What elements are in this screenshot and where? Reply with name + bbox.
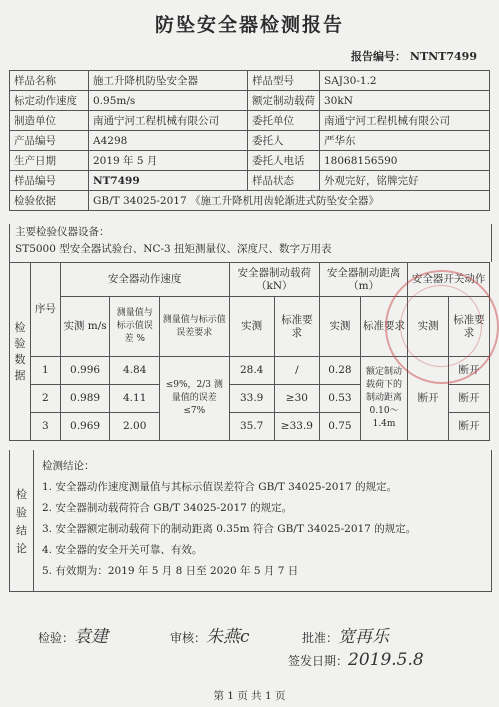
cell-load-std: / [274,357,319,385]
header-seq: 序号 [30,263,60,357]
cell-speed: 0.996 [60,357,110,385]
reviewer-signature [170,622,250,647]
info-label: 样品名称 [10,71,89,91]
info-row [10,131,490,151]
cell-load-std: ≥33.9 [274,413,319,441]
info-label: 制造单位 [10,111,89,131]
header-measured-dist: 实测 [320,297,361,357]
cell-switch: 断开 [449,413,490,441]
cell-distance: 0.53 [320,385,361,413]
info-value: NT7499 [89,171,248,191]
info-value: 施工升降机防坠安全器 [89,71,248,91]
conclusion-item: 3. 安全器额定制动载荷下的制动距离 0.35m 符合 GB/T 34025-2017 的规定。 [42,523,417,535]
info-value: 南通宁河工程机械有限公司 [320,111,490,131]
cell-error: 2.00 [110,413,160,441]
info-label: 额定制动载荷 [248,91,320,111]
cell-seq: 2 [30,385,60,413]
report-number-label: 报告编号： [351,50,407,63]
info-value: GB/T 34025-2017 《施工升降机用齿轮渐进式防坠安全器》 [89,191,490,211]
cell-speed: 0.969 [60,413,110,441]
info-label: 样品编号 [10,171,89,191]
cell-switch: 断开 [449,357,490,385]
conclusion-title: 检测结论： [42,460,95,472]
cell-distance: 0.75 [320,413,361,441]
header-error-req: 测量值与标示值误差要求 [160,297,230,357]
report-number-value: NTNT7499 [409,50,477,63]
info-label: 委托人电话 [248,151,320,171]
info-value: 0.95m/s [89,91,248,111]
header-load: 安全器制动载荷（kN） [229,263,319,297]
approver-label: 批准： [302,631,339,645]
info-row [10,171,490,191]
info-label: 委托单位 [248,111,320,131]
info-value: A4298 [89,131,248,151]
header-std-switch: 标准要求 [449,297,490,357]
header-distance: 安全器制动距离（m） [320,263,408,297]
cell-speed: 0.989 [60,385,110,413]
cell-error: 4.84 [110,357,160,385]
section-label-conclusion: 检 验 结 论 [10,450,34,591]
header-measured-speed: 实测 m/s [60,297,110,357]
report-number [351,48,477,64]
cell-seq: 3 [30,413,60,441]
equipment-list: ST5000 型安全器试验台、NC-3 扭矩测量仪、深度尺、数字万用表 [15,243,332,255]
info-row [10,111,490,131]
header-switch: 安全器开关动作 [408,263,490,297]
info-value: 外观完好，铭牌完好 [320,171,490,191]
cell-distance: 0.28 [320,357,361,385]
info-value: 2019 年 5 月 [89,151,248,171]
info-row [10,91,490,111]
conclusion-item: 1. 安全器动作速度测量值与其标示值误差符合 GB/T 34025-2017 的规定。 [42,481,398,493]
conclusion-section [9,450,492,592]
cell-switch: 断开 [449,385,490,413]
reviewer-label: 审核： [170,631,207,645]
info-label: 样品状态 [248,171,320,191]
sample-info-table [9,70,490,211]
conclusion-item: 4. 安全器的安全开关可靠、有效。 [42,544,203,556]
issue-date-label: 签发日期： [288,654,349,668]
approver-name: 宽再乐 [338,627,390,647]
header-error: 测量值与标示值误差 % [110,297,160,357]
header-speed: 安全器动作速度 [60,263,229,297]
reviewer-name: 朱燕c [206,627,250,647]
issue-date-value: 2019.5.8 [348,650,424,670]
header-measured-switch: 实测 [408,297,449,357]
inspector-signature [38,622,108,647]
info-value: SAJ30-1.2 [320,71,490,91]
equipment-section [9,224,492,262]
inspector-label: 检验： [38,631,75,645]
info-row [10,71,490,91]
header-measured-load: 实测 [229,297,274,357]
report-title: 防坠安全器检测报告 [154,14,344,36]
header-std-load: 标准要求 [274,297,319,357]
info-row [10,191,490,211]
info-label: 委托人 [248,131,320,151]
info-label: 样品型号 [248,71,320,91]
info-label: 产品编号 [10,131,89,151]
info-value: 18068156590 [320,151,490,171]
cell-load: 35.7 [229,413,274,441]
page-footer: 第 1 页 共 1 页 [213,690,286,702]
info-label: 标定动作速度 [10,91,89,111]
inspection-stamp-inner [400,285,482,367]
info-value: 南通宁河工程机械有限公司 [89,111,248,131]
conclusion-item: 5. 有效期为：2019 年 5 月 8 日至 2020 年 5 月 7 日 [42,565,299,577]
inspector-name: 袁建 [74,627,109,647]
cell-error-req: ≤9%，2/3 测量值的误差≤7% [160,357,230,441]
info-value: 30kN [320,91,490,111]
section-label-data: 检 验 数 据 [10,263,31,441]
cell-seq: 1 [30,357,60,385]
info-row [10,151,490,171]
equipment-label: 主要检验仪器设备： [15,226,110,238]
info-label: 检验依据 [10,191,89,211]
cell-switch-measured: 断开 [408,357,449,441]
cell-load: 28.4 [229,357,274,385]
cell-distance-req: 额定制动载荷下的制动距离 0.10～1.4m [360,357,407,441]
approver-signature [302,622,389,647]
issue-date [288,650,424,670]
cell-error: 4.11 [110,385,160,413]
conclusion-item: 2. 安全器制动载荷符合 GB/T 34025-2017 的规定。 [42,502,293,514]
cell-load-std: ≥30 [274,385,319,413]
cell-load: 33.9 [229,385,274,413]
info-label: 生产日期 [10,151,89,171]
info-value: 严华东 [320,131,490,151]
header-std-dist: 标准要求 [360,297,407,357]
